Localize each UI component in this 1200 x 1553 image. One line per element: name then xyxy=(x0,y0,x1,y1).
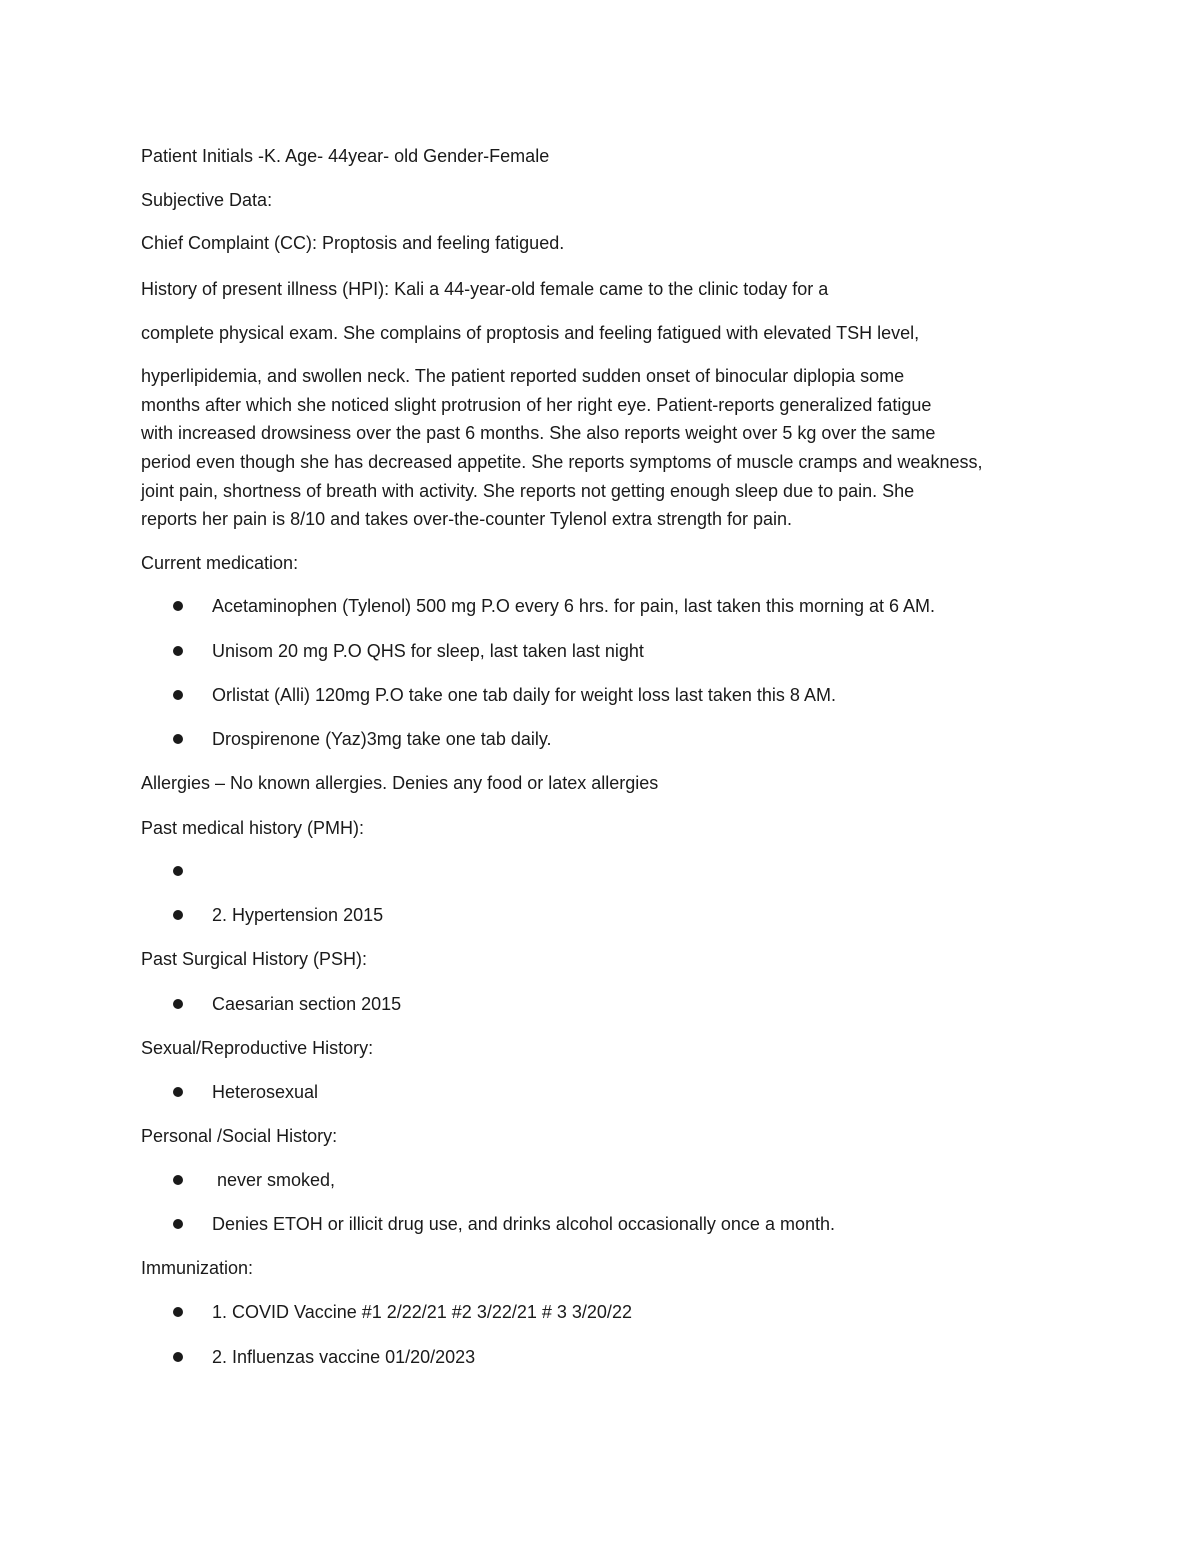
hpi-line: History of present illness (HPI): Kali a 44-year-old female came to the clinic today for a xyxy=(141,279,829,299)
social-item: Denies ETOH or illicit drug use, and drinks alcohol occasionally once a month. xyxy=(212,1214,835,1234)
hpi-line: complete physical exam. She complains of proptosis and feeling fatigued with elevated TSH level, xyxy=(141,323,920,343)
hpi-line: period even though she has decreased appetite. She reports symptoms of muscle cramps and weakness, xyxy=(141,452,983,472)
hpi-line: months after which she noticed slight protrusion of her right eye. Patient-reports generalized fatigue xyxy=(141,395,932,415)
medication-item: Acetaminophen (Tylenol) 500 mg P.O every 6 hrs. for pain, last taken this morning at 6 AM. xyxy=(212,596,936,616)
chief-complaint: Chief Complaint (CC): Proptosis and feeling fatigued. xyxy=(141,233,565,253)
bullet-icon xyxy=(173,866,183,876)
sexual-heading: Sexual/Reproductive History: xyxy=(141,1038,374,1058)
hpi-line: joint pain, shortness of breath with activity. She reports not getting enough sleep due to pain. She xyxy=(141,481,915,501)
immunization-heading: Immunization: xyxy=(141,1258,254,1278)
psh-heading: Past Surgical History (PSH): xyxy=(141,949,368,969)
medication-item: Orlistat (Alli) 120mg P.O take one tab daily for weight loss last taken this 8 AM. xyxy=(212,685,836,705)
immunization-item: 1. COVID Vaccine #1 2/22/21 #2 3/22/21 # 3 3/20/22 xyxy=(212,1302,632,1322)
medication-item: Unisom 20 mg P.O QHS for sleep, last taken last night xyxy=(212,641,644,661)
bullet-icon xyxy=(173,601,183,611)
bullet-icon xyxy=(173,690,183,700)
subjective-heading: Subjective Data: xyxy=(141,190,273,210)
pmh-item: 2. Hypertension 2015 xyxy=(212,905,384,925)
hpi-line: with increased drowsiness over the past 6 months. She also reports weight over 5 kg over the same xyxy=(141,423,936,443)
sexual-item: Heterosexual xyxy=(212,1082,319,1102)
pmh-heading: Past medical history (PMH): xyxy=(141,818,365,838)
bullet-icon xyxy=(173,1219,183,1229)
bullet-icon xyxy=(173,734,183,744)
psh-item: Caesarian section 2015 xyxy=(212,994,402,1014)
social-item: never smoked, xyxy=(212,1170,336,1190)
social-heading: Personal /Social History: xyxy=(141,1126,338,1146)
bullet-icon xyxy=(173,910,183,920)
hpi-line: hyperlipidemia, and swollen neck. The patient reported sudden onset of binocular diplopia some xyxy=(141,366,905,386)
bullet-icon xyxy=(173,1352,183,1362)
hpi-line: reports her pain is 8/10 and takes over-the-counter Tylenol extra strength for pain. xyxy=(141,509,793,529)
medication-heading: Current medication: xyxy=(141,553,299,573)
bullet-icon xyxy=(173,1087,183,1097)
allergies-line: Allergies – No known allergies. Denies any food or latex allergies xyxy=(141,773,659,793)
patient-info-line: Patient Initials -K. Age- 44year- old Gender-Female xyxy=(141,146,550,166)
bullet-icon xyxy=(173,1175,183,1185)
medication-item: Drospirenone (Yaz)3mg take one tab daily. xyxy=(212,729,552,749)
bullet-icon xyxy=(173,1307,183,1317)
bullet-icon xyxy=(173,646,183,656)
immunization-item: 2. Influenzas vaccine 01/20/2023 xyxy=(212,1347,476,1367)
bullet-icon xyxy=(173,999,183,1009)
